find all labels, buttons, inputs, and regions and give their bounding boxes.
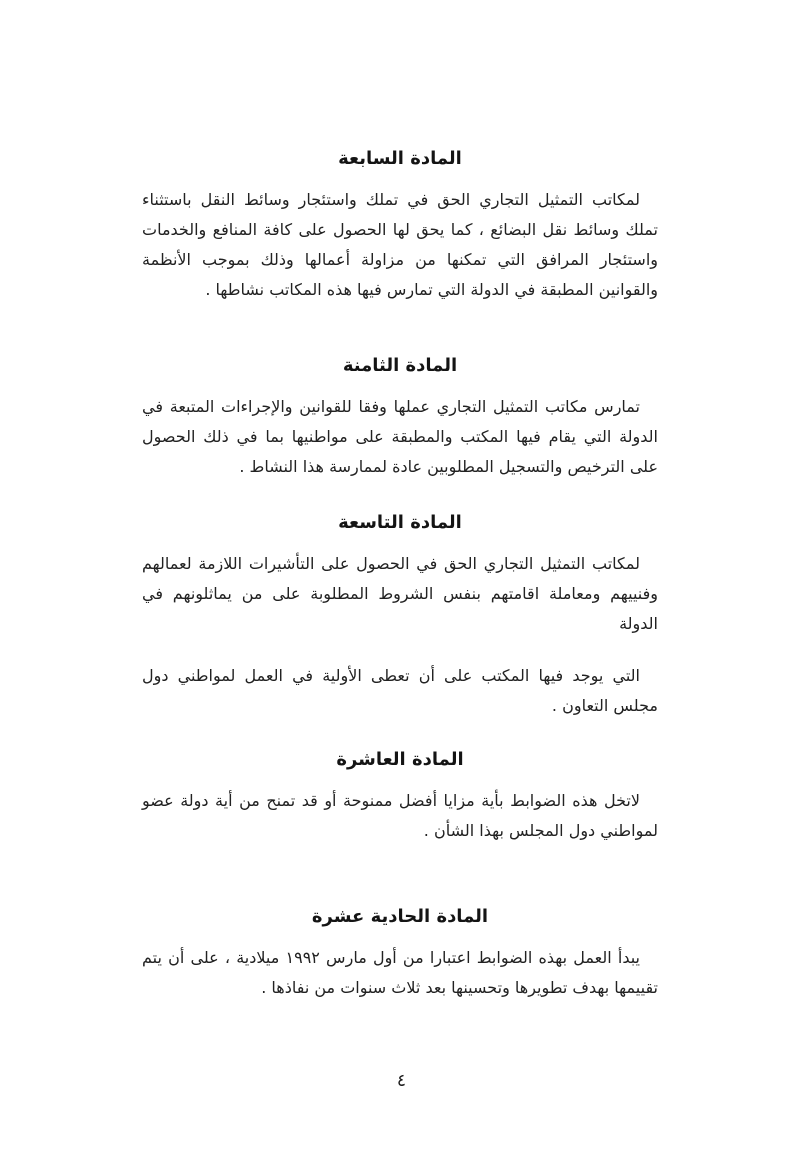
- article-nine-title: المادة التاسعة: [338, 512, 462, 533]
- article-eight-title: المادة الثامنة: [342, 355, 458, 376]
- article-eleven-title: المادة الحادية عشرة: [311, 906, 489, 927]
- article-eight: [142, 355, 658, 482]
- article-eleven: [142, 906, 658, 1003]
- article-eleven-paragraph: يبدأ العمل بهذه الضوابط اعتبارا من أول مارس ١٩٩٢ ميلادية ، على أن يتم تقييمها بهدف تطويرها وتحسينها بعد ثلاث سنوات من نفاذها .: [142, 948, 658, 997]
- article-seven: [142, 148, 658, 305]
- article-seven-paragraph: لمكاتب التمثيل التجاري الحق في تملك واستئجار وسائط النقل باستثناء تملك وسائط نقل البضائع ، كما يحق لها الحصول على كافة المنافع والخدمات واستئجار المرافق التي تمكنها من مزاولة أعمالها وذلك بموجب الأنظمة والقوانين المطبقة في الدولة التي تمارس فيها هذه المكاتب نشاطها .: [142, 190, 658, 299]
- page-number: ٤: [396, 1071, 407, 1091]
- article-ten: [142, 749, 658, 846]
- article-ten-paragraph: لاتخل هذه الضوابط بأية مزايا أفضل ممنوحة أو قد تمنح من أية دولة عضو لمواطني دول المجلس بهذا الشأن .: [142, 791, 658, 840]
- article-nine: [142, 512, 658, 721]
- document-content: [142, 148, 658, 1003]
- article-eight-paragraph: تمارس مكاتب التمثيل التجاري عملها وفقا للقوانين والإجراءات المتبعة في الدولة التي يقام فيها المكتب والمطبقة على مواطنيها بما في ذلك الحصول على الترخيص والتسجيل المطلوبين عادة لممارسة هذا النشاط .: [142, 397, 658, 476]
- article-ten-title: المادة العاشرة: [336, 749, 464, 770]
- article-nine-paragraph-1: لمكاتب التمثيل التجاري الحق في الحصول على التأشيرات اللازمة لعمالهم وفنييهم ومعاملة اقامتهم بنفس الشروط المطلوبة على من يماثلونهم في الدولة: [142, 554, 658, 633]
- article-nine-paragraph-2: التي يوجد فيها المكتب على أن تعطى الأولية في العمل لمواطني دول مجلس التعاون .: [142, 666, 658, 715]
- article-seven-title: المادة السابعة: [338, 148, 462, 169]
